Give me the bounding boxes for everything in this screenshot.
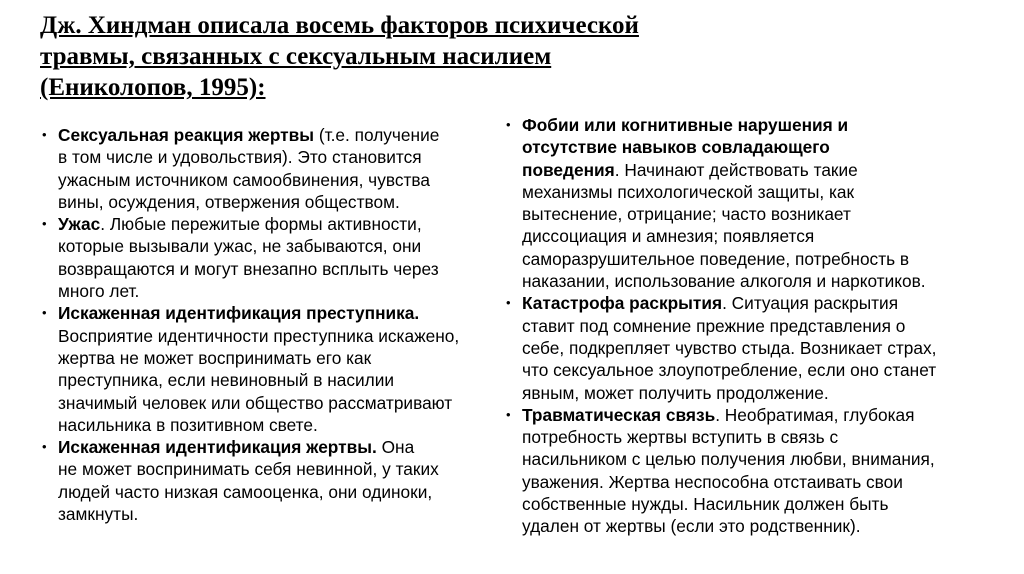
right-bullet-list xyxy=(506,114,976,538)
bullet-text-line: потребность жертвы вступить в связь с xyxy=(522,427,839,448)
bullet-item-horror xyxy=(42,213,512,302)
bullet-item-phobias xyxy=(506,114,976,292)
bullet-text: . Ситуация раскрытия xyxy=(722,293,899,314)
bullet-item-traumatic-bond xyxy=(506,404,976,538)
slide-title xyxy=(40,10,680,103)
bullet-text-line: собственные нужды. Насильник должен быть xyxy=(522,494,889,515)
bullet-dot-icon: • xyxy=(42,439,47,455)
bullet-text-line: много лет. xyxy=(58,281,140,302)
bullet-text-line: в том числе и удовольствия). Это становится xyxy=(58,147,422,168)
bullet-term: Травматическая связь xyxy=(522,404,716,425)
bullet-text-line: наказании, использование алкоголя и наркотиков. xyxy=(522,271,926,292)
bullet-term: Искаженная идентификация жертвы. xyxy=(58,437,377,458)
bullet-text-line: не может воспринимать себя невинной, у таких xyxy=(58,459,439,480)
bullet-text-line: жертва не может воспринимать его как xyxy=(58,347,372,368)
bullet-text-line: что сексуальное злоупотребление, если оно станет xyxy=(522,360,937,381)
bullet-term-line: отсутствие навыков совладающего xyxy=(522,137,830,158)
bullet-text-line: вины, осуждения, отвержения обществом. xyxy=(58,191,400,212)
bullet-text: Она xyxy=(376,437,415,458)
bullet-text-line: саморазрушительное поведение, потребность в xyxy=(522,248,910,269)
bullet-dot-icon: • xyxy=(506,406,511,422)
bullet-text-line: преступника, если невиновный в насилии xyxy=(58,370,395,391)
bullet-text: . Необратимая, глубокая xyxy=(715,404,915,425)
left-bullet-list xyxy=(42,124,512,525)
bullet-dot-icon: • xyxy=(42,127,47,142)
title-line: травмы, связанных с сексуальным насилием xyxy=(40,43,552,70)
bullet-text-line: людей часто низкая самооценка, они одиноки, xyxy=(58,481,433,502)
bullet-text-line: насильником с целью получения любви, внимания, xyxy=(522,449,935,470)
bullet-term: Искаженная идентификация преступника. xyxy=(58,303,420,324)
bullet-text-line: Восприятие идентичности преступника искажено, xyxy=(58,325,460,346)
title-line: (Ениколопов, 1995): xyxy=(40,74,266,101)
bullet-item-sexual-reaction xyxy=(42,124,512,213)
bullet-item-offender-identification xyxy=(42,302,512,436)
bullet-text-line: значимый человек или общество рассматривают xyxy=(58,392,453,413)
bullet-text-line: замкнуты. xyxy=(58,504,139,525)
bullet-text: . Начинают действовать такие xyxy=(614,159,858,180)
bullet-term-line: Фобии или когнитивные нарушения и xyxy=(522,115,849,135)
bullet-term: Катастрофа раскрытия xyxy=(522,293,723,314)
bullet-dot-icon: • xyxy=(42,216,47,232)
bullet-text-line: насильника в позитивном свете. xyxy=(58,414,318,435)
bullet-text-line: диссоциация и амнезия; появляется xyxy=(522,226,815,247)
bullet-term-line: поведения xyxy=(522,159,615,180)
bullet-dot-icon: • xyxy=(42,305,47,321)
bullet-text: . Любые пережитые формы активности, xyxy=(100,214,422,235)
bullet-dot-icon: • xyxy=(506,295,511,311)
bullet-text-line: явным, может получить продолжение. xyxy=(522,382,829,403)
title-line: Дж. Хиндман описала восемь факторов психической xyxy=(40,12,639,39)
bullet-term: Ужас xyxy=(58,214,101,235)
bullet-text: (т.е. получение xyxy=(314,125,440,145)
bullet-text-line: ставит под сомнение прежние представления о xyxy=(522,315,906,336)
bullet-text-line: уважения. Жертва неспособна отстаивать свои xyxy=(522,471,903,492)
bullet-text-line: удален от жертвы (если это родственник). xyxy=(522,516,861,537)
bullet-term: Сексуальная реакция жертвы xyxy=(58,125,315,145)
bullet-dot-icon: • xyxy=(506,117,511,132)
bullet-text-line: механизмы психологической защиты, как xyxy=(522,181,855,202)
bullet-text-line: ужасным источником самообвинения, чувства xyxy=(58,169,430,190)
bullet-text-line: вытеснение, отрицание; часто возникает xyxy=(522,204,851,225)
bullet-item-victim-identification xyxy=(42,436,512,525)
bullet-text-line: себе, подкрепляет чувство стыда. Возникает страх, xyxy=(522,337,937,358)
bullet-text-line: возвращаются и могут внезапно всплыть через xyxy=(58,258,439,279)
bullet-item-disclosure-catastrophe xyxy=(506,292,976,403)
bullet-text-line: которые вызывали ужас, не забываются, они xyxy=(58,236,422,257)
